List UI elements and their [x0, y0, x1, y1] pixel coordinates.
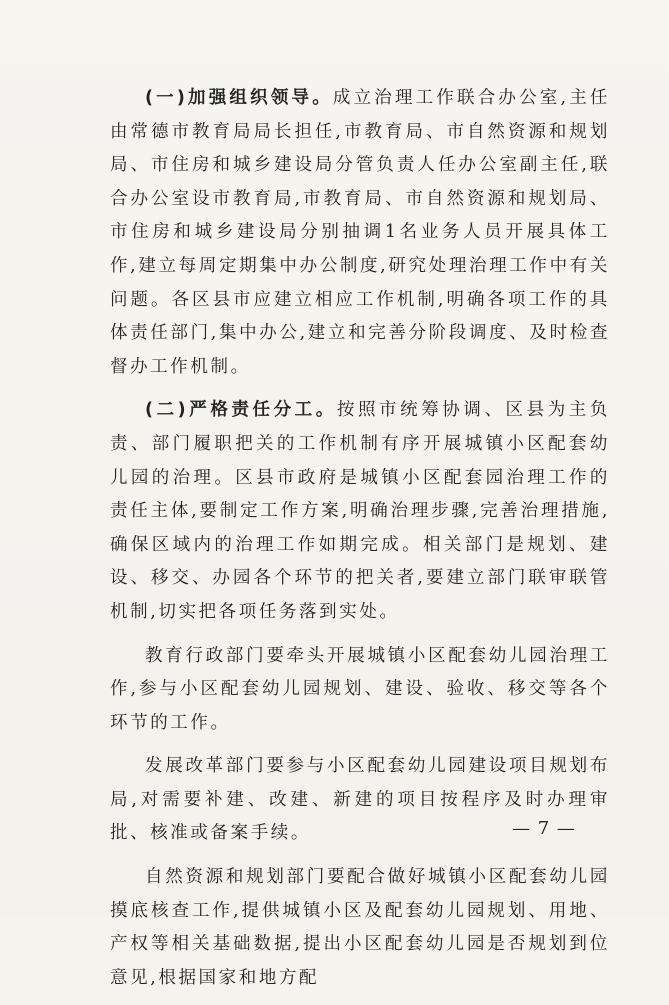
paragraph-organization-leadership	[110, 82, 610, 384]
paragraph-text-1: 成立治理工作联合办公室,主任由常德市教育局局长担任,市教育局、市自然资源和规划局、市住房和城乡建设局分管负责人任办公室副主任,联合办公室设市教育局,市教育局、市自然资源和规划局、市住房和城乡建设局分别抽调1名业务人员开展具体工作,建立每周定期集中办公制度,研究处理治理工作中有关问题。各区县市应建立相应工作机制,明确各项工作的具体责任部门,集中办公,建立和完善分阶段调度、及时检查督办工作机制。	[110, 88, 611, 377]
paragraph-text-5: 自然资源和规划部门要配合做好城镇小区配套幼儿园摸底核查工作,提供城镇小区及配套幼儿园规划、用地、产权等相关基础数据,提出小区配套幼儿园是否规划到位意见,根据国家和地方配	[110, 867, 610, 988]
section-heading-1: (一)加强组织领导。	[145, 88, 333, 108]
paragraph-responsibility-division	[110, 394, 610, 629]
paragraph-text-2: 按照市统筹协调、区县为主负责、部门履职把关的工作机制有序开展城镇小区配套幼儿园的治理。区县市政府是城镇小区配套园治理工作的责任主体,要制定工作方案,明确治理步骤,完善治理措施,确保区域内的治理工作如期完成。相关部门是规划、建设、移交、办园各个环节的把关者,要建立部门联审联管机制,切实把各项任务落到实处。	[110, 400, 610, 622]
document-body	[110, 82, 610, 1005]
paragraph-text-3: 教育行政部门要牵头开展城镇小区配套幼儿园治理工作,参与小区配套幼儿园规划、建设、验收、移交等各个环节的工作。	[110, 645, 610, 733]
section-heading-2: (二)严格责任分工。	[145, 400, 337, 421]
paragraph-text-4: 发展改革部门要参与小区配套幼儿园建设项目规划布局,对需要补建、改建、新建的项目按程序及时办理审批、核准或备案手续。	[110, 756, 610, 844]
paragraph-education-department	[110, 640, 610, 741]
page-number: — 7 —	[512, 818, 576, 839]
paragraph-natural-resources	[110, 861, 610, 995]
